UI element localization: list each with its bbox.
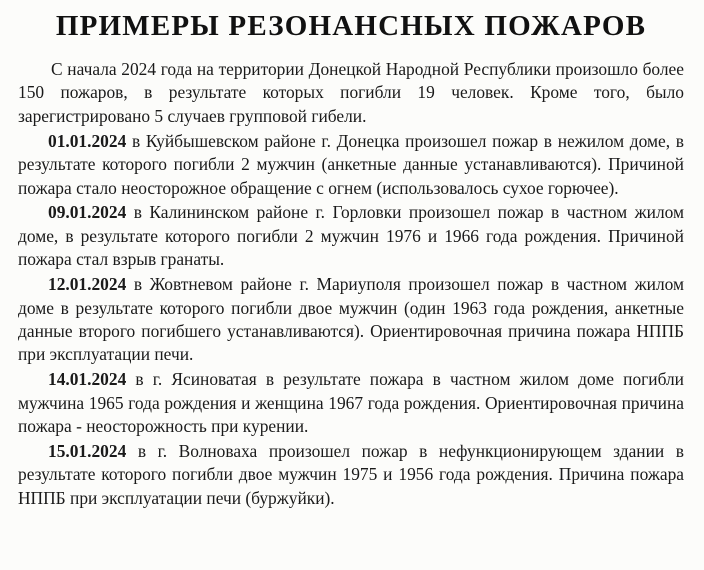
incident-paragraph bbox=[18, 273, 684, 367]
incident-text: в Жовтневом районе г. Мариуполя произошел пожар в частном жилом доме в результате которого погибли двое мужчин (один 1963 года рождения, анкетные данные второго погибшего устанавливаются). Ориентировочная причина пожара НППБ при эксплуатации печи. bbox=[18, 274, 684, 365]
incident-text: в Калининском районе г. Горловки произошел пожар в частном жилом доме, в результате которого погибли 2 мужчин 1976 и 1966 года рождения. Причиной пожара стал взрыв гранаты. bbox=[18, 202, 684, 270]
incident-paragraph bbox=[18, 368, 684, 438]
incident-date: 01.01.2024 bbox=[48, 130, 127, 151]
incident-text: в г. Волноваха произошел пожар в нефункционирующем здании в результате которого погибли двое мужчин 1975 и 1956 года рождения. Причина пожара НППБ при эксплуатации печи (буржуйки). bbox=[18, 441, 684, 508]
incident-paragraph bbox=[18, 440, 684, 510]
incident-paragraph bbox=[18, 130, 684, 200]
incident-text: в Куйбышевском районе г. Донецка произошел пожар в нежилом доме, в результате которого погибли 2 мужчин (анкетные данные устанавливаются). Причиной пожара стало неосторожное обращение с огнем (использовалось сухое горючее). bbox=[18, 130, 684, 198]
incident-date: 14.01.2024 bbox=[48, 369, 127, 390]
incident-date: 15.01.2024 bbox=[48, 441, 127, 461]
incident-paragraph bbox=[18, 201, 684, 271]
incident-date: 09.01.2024 bbox=[48, 202, 127, 223]
intro-paragraph: С начала 2024 года на территории Донецкой Народной Республики произошло более 150 пожаров, в результате которых погибли 19 человек. Кроме того, было зарегистрировано 5 случаев групповой гибели. bbox=[18, 59, 684, 126]
incident-text: в г. Ясиноватая в результате пожара в частном жилом доме погибли мужчина 1965 года рождения и женщина 1967 года рождения. Ориентировочная причина пожара - неосторожность при курении. bbox=[18, 369, 684, 437]
document-title: ПРИМЕРЫ РЕЗОНАНСНЫХ ПОЖАРОВ bbox=[55, 10, 647, 42]
incident-date: 12.01.2024 bbox=[48, 274, 127, 295]
